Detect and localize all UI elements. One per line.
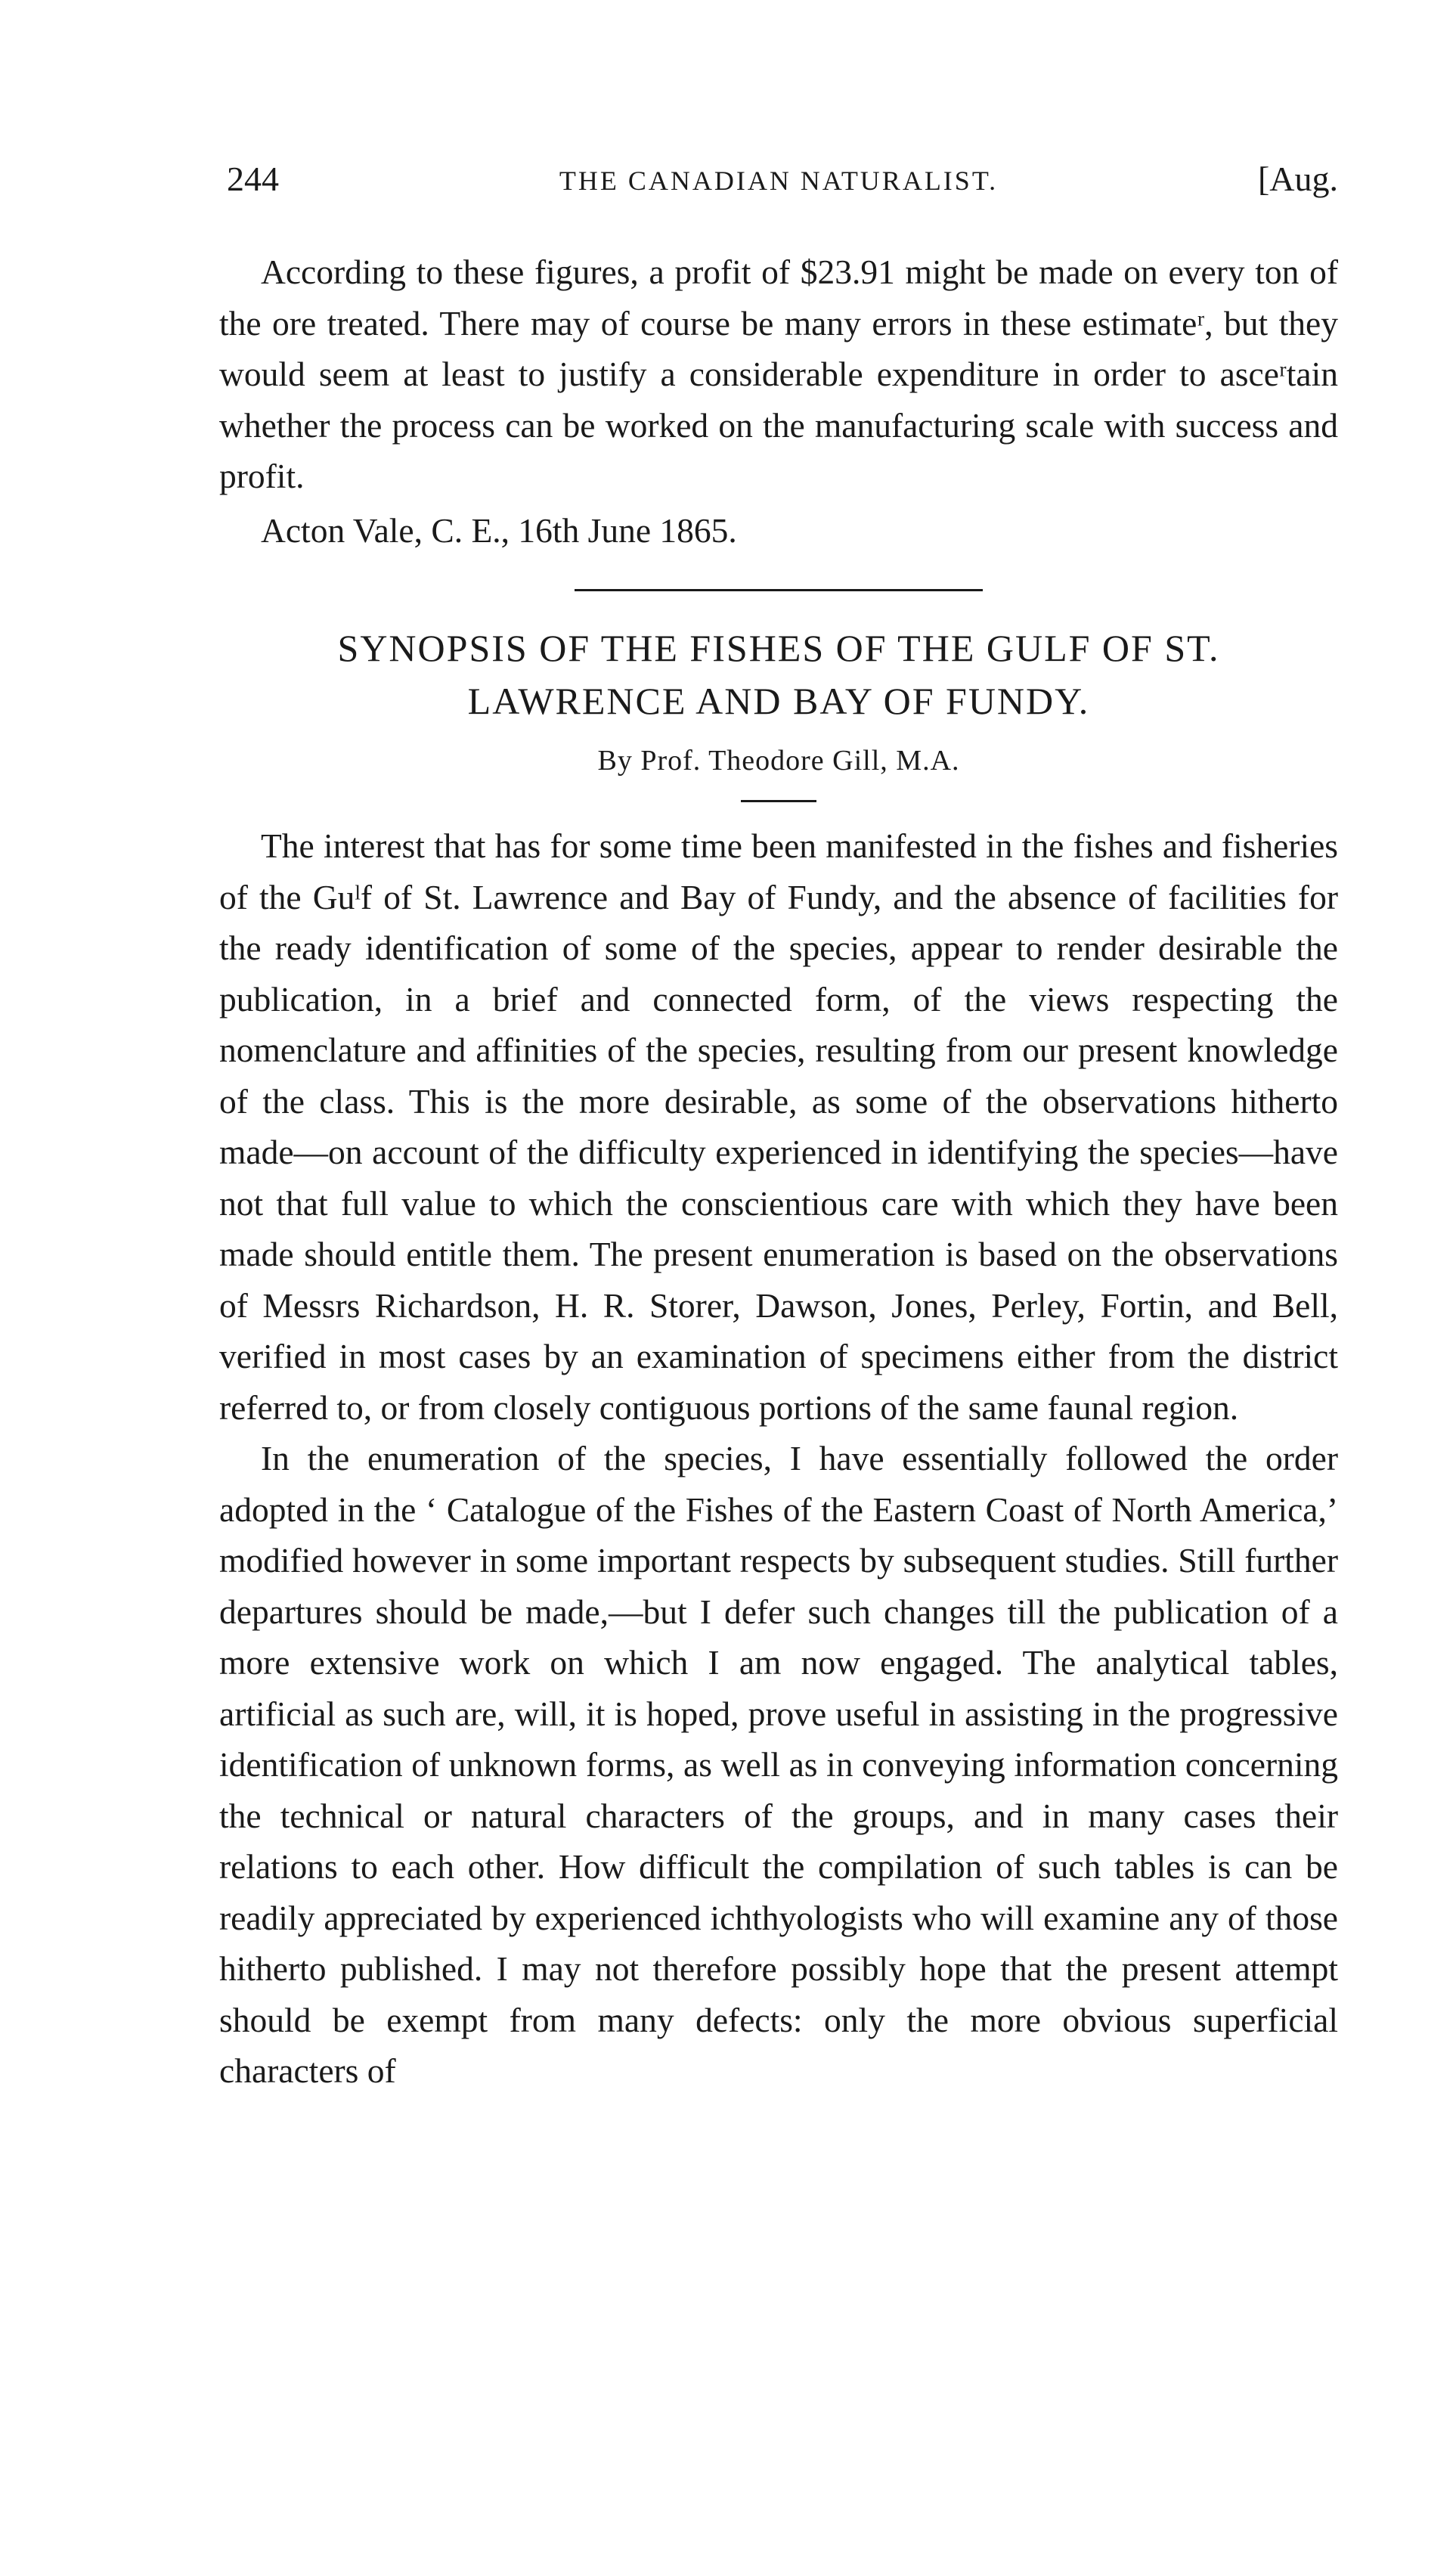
body-paragraph: In the enumeration of the species, I have essentially followed the order adopted in the ‘ Catalogue of the Fishes of the Eastern Coast of North America,’ modified however in some important respects by subsequent studies. Still further departures should be made,—but I defer such changes till the publication of a more extensive work on which I am now engaged. The analytical tables, artificial as such are, will, it is hoped, prove useful in assisting in the progressive identification of unknown forms, as well as in conveying information concerning the technical or natural characters of the groups, and in many cases their relations to each other. How difficult the compilation of such tables is can be readily appreciated by experienced ichthyologists who will examine any of those hitherto published. I may not therefore possibly hope that the present attempt should be exempt from many defects: only the more obvious superficial characters of [219, 1439, 1338, 2090]
page-number: 244 [227, 160, 279, 198]
book-page [219, 159, 1338, 2097]
section-divider [575, 589, 983, 591]
article-byline: By Prof. Theodore Gill, M.A. [597, 745, 960, 777]
article-title [219, 622, 1338, 727]
signoff-place-date: Acton Vale, C. E., 16th June 1865. [261, 510, 737, 550]
running-head [219, 159, 1338, 212]
byline-divider [741, 800, 816, 802]
issue-month: [Aug. [1257, 160, 1338, 198]
article-title-line-1: SYNOPSIS OF THE FISHES OF THE GULF OF ST. [337, 627, 1220, 669]
continuation-paragraph: According to these figures, a profit of $23.91 might be made on every ton of the ore treated. There may of course be many errors in these estimateʳ, but they would seem at least to justify a considerable expenditure in order to asceʳtain whether the process can be worked on the manufacturing scale with success and profit. [219, 253, 1338, 495]
journal-title: THE CANADIAN NATURALIST. [559, 166, 999, 196]
article-body [219, 820, 1338, 2097]
body-paragraph: The interest that has for some time been manifested in the fishes and fisheries of the Guˡf of St. Lawrence and Bay of Fundy, and the absence of facilities for the ready identification of some of the species, appear to render desirable the publication, in a brief and connected form, of the views respecting the nomenclature and affinities of the species, resulting from our present knowledge of the class. This is the more desirable, as some of the observations hitherto made—on account of the difficulty experienced in identifying the species—have not that full value to which the conscientious care with which they have been made should entitle them. The present enumeration is based on the observations of Messrs Richardson, H. R. Storer, Dawson, Jones, Perley, Fortin, and Bell, verified in most cases by an examination of specimens either from the district referred to, or from closely contiguous portions of the same faunal region. [219, 826, 1338, 1427]
article-title-line-2: LAWRENCE AND BAY OF FUNDY. [467, 680, 1090, 722]
